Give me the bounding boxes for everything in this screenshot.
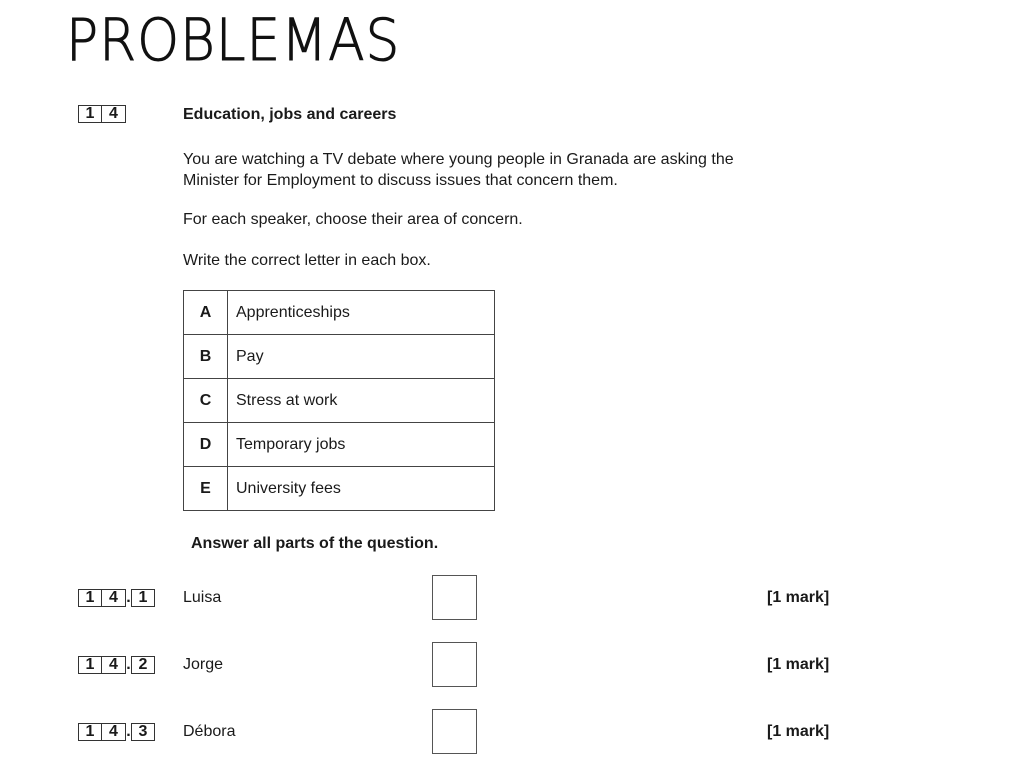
intro-text [183, 149, 734, 191]
mark-label: [1 mark] [767, 723, 830, 740]
part-number-dot: . [126, 589, 131, 606]
part-number-digit: 4 [102, 589, 126, 607]
instruction-write: Write the correct letter in each box. [183, 252, 431, 269]
option-row [184, 379, 495, 423]
part-number-digit: 1 [78, 589, 102, 607]
option-label: Stress at work [228, 379, 495, 423]
speaker-name: Luisa [183, 589, 222, 606]
option-letter: A [184, 291, 228, 335]
question-heading: Education, jobs and careers [183, 106, 397, 123]
speaker-name: Débora [183, 723, 236, 740]
part-number-digit: 4 [102, 723, 126, 741]
part-number-digit: 3 [131, 723, 155, 741]
option-letter: C [184, 379, 228, 423]
instruction-choose: For each speaker, choose their area of concern. [183, 211, 523, 228]
option-row [184, 467, 495, 511]
option-label: University fees [228, 467, 495, 511]
question-number [78, 105, 126, 123]
mark-label: [1 mark] [767, 589, 830, 606]
part-number-digit: 2 [131, 656, 155, 674]
part-number-dot: . [126, 723, 131, 740]
option-letter: D [184, 423, 228, 467]
option-label: Temporary jobs [228, 423, 495, 467]
answer-box-jorge[interactable] [432, 642, 477, 687]
option-label: Pay [228, 335, 495, 379]
option-row [184, 335, 495, 379]
part-number-digit: 4 [102, 656, 126, 674]
speaker-name: Jorge [183, 656, 224, 673]
option-letter: B [184, 335, 228, 379]
answer-box-luisa[interactable] [432, 575, 477, 620]
part-number [78, 656, 155, 674]
part-number-digit: 1 [78, 723, 102, 741]
option-label: Apprenticeships [228, 291, 495, 335]
part-number-digit: 1 [131, 589, 155, 607]
question-number-digit: 4 [102, 105, 126, 123]
part-number [78, 723, 155, 741]
answer-box-debora[interactable] [432, 709, 477, 754]
question-number-digit: 1 [78, 105, 102, 123]
options-table [183, 290, 495, 511]
option-row [184, 291, 495, 335]
answer-all-instruction: Answer all parts of the question. [191, 535, 439, 552]
intro-line: You are watching a TV debate where young people in Granada are asking the [183, 151, 734, 168]
part-number-digit: 1 [78, 656, 102, 674]
part-number [78, 589, 155, 607]
option-letter: E [184, 467, 228, 511]
part-number-dot: . [126, 656, 131, 673]
mark-label: [1 mark] [767, 656, 830, 673]
intro-line: Minister for Employment to discuss issues that concern them. [183, 172, 618, 189]
option-row [184, 423, 495, 467]
page-title: PROBLEMAS [66, 6, 401, 74]
